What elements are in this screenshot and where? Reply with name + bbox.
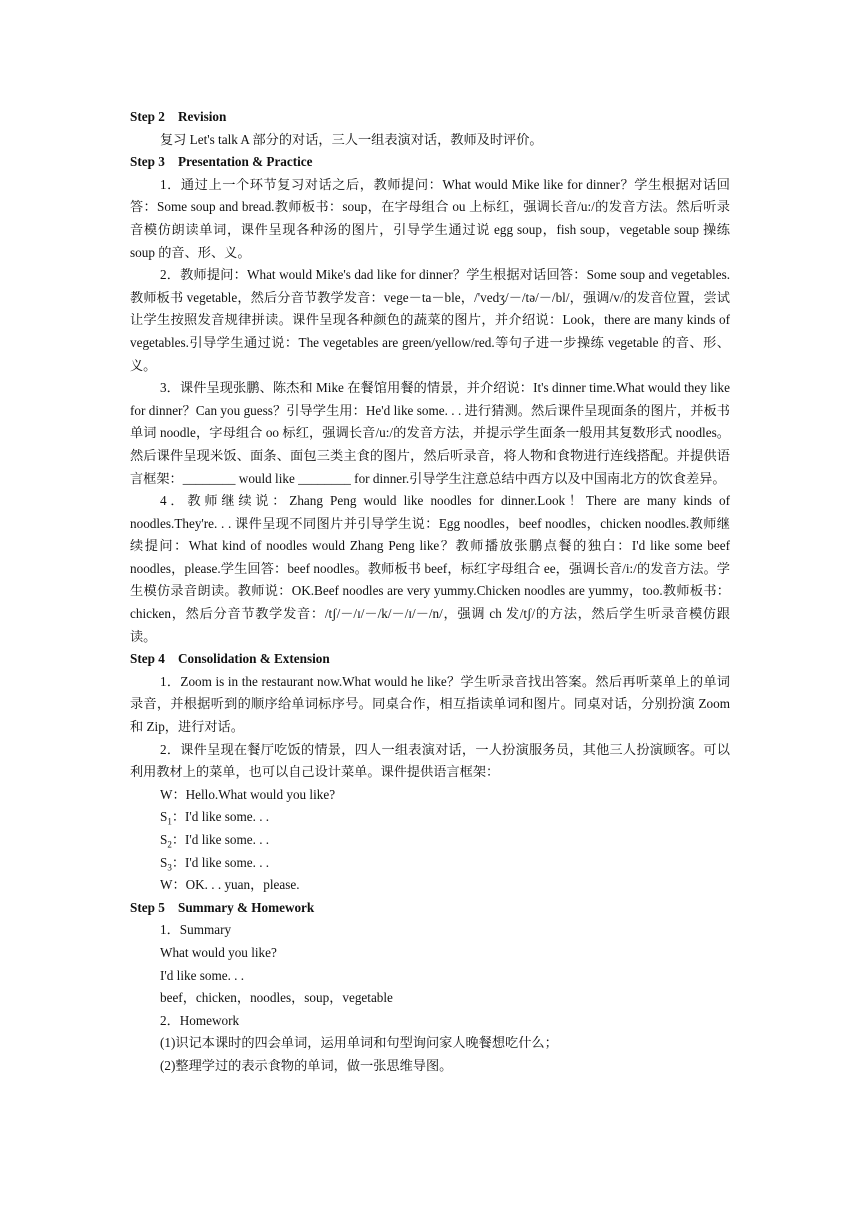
dialogue-line-s1: $S_1$：I'd like some. . . xyxy=(160,809,270,828)
summary-words: beef，chicken，noodles，soup，vegetable xyxy=(160,990,393,1006)
homework-label: 2．Homework xyxy=(160,1012,240,1028)
dialogue-line-w2: W：OK. . . yuan，please. xyxy=(160,877,300,893)
step3-paragraph-3: 3．课件呈现张鹏、陈杰和 Mike 在餐馆用餐的情景，并介绍说：It's dinner time.What would they like for dinner？Can you guess？引导学生用：He'd like some. . . 进行猜测。然后课件呈现面条的图片，并板书单词 noodle，字母组合 oo 标红，强调长音/u:/的发音方法，并提示学生面条一般用其复数形式 noodles。然后课件呈现米饭、面条、面包三类主食的图片，然后听录音，将人物和食物进行连线搭配。并提供语言框架：________ would like ________ for dinner.引导学生注意总结中西方以及中国南北方的饮食差异。 xyxy=(130,380,730,486)
step4-paragraph-2: 2．课件呈现在餐厅吃饭的情景，四人一组表演对话，一人扮演服务员，其他三人扮演顾客。可以利用教材上的菜单，也可以自己设计菜单。课件提供语言框架： xyxy=(130,741,730,780)
document-page xyxy=(130,106,730,1078)
summary-label: 1．Summary xyxy=(160,922,232,938)
step4-paragraph-1: 1．Zoom is in the restaurant now.What would he like？学生听录音找出答案。然后再听菜单上的单词录音，并根据听到的顺序给单词标序号。同桌合作，相互指读单词和图片。同桌对话，分别扮演 Zoom 和 Zip，进行对话。 xyxy=(130,673,730,735)
step3-paragraph-2: 2．教师提问：What would Mike's dad like for dinner？学生根据对话回答：Some soup and vegetables.教师板书 vegetable，然后分音节教学发音：vege－ta－ble，/'vedʒ/－/tə/－/bl/，强调/v/的发音位置，尝试让学生按照发音规律拼读。课件呈现各种颜色的蔬菜的图片，并介绍说：Look，there are many kinds of vegetables.引导学生通过说：The vegetables are green/yellow/red.等句子进一步操练 vegetable 的音、形、义。 xyxy=(130,267,730,373)
step2-paragraph: 复习 Let's talk A 部分的对话，三人一组表演对话，教师及时评价。 xyxy=(160,131,543,147)
summary-line-1: What would you like? xyxy=(160,944,277,960)
homework-item-1: (1)识记本课时的四会单词，运用单词和句型询问家人晚餐想吃什么； xyxy=(160,1035,558,1051)
step4-heading: Step 4 Consolidation & Extension xyxy=(130,651,330,667)
homework-item-2: (2)整理学过的表示食物的单词，做一张思维导图。 xyxy=(160,1057,453,1073)
dialogue-line-s3: $S_3$：I'd like some. . . xyxy=(160,854,270,873)
step5-heading: Step 5 Summary & Homework xyxy=(130,899,315,915)
step3-paragraph-1: 1．通过上一个环节复习对话之后，教师提问：What would Mike like for dinner？学生根据对话回答：Some soup and bread.教师板书：soup，在字母组合 ou 上标红，强调长音/u:/的发音方法。然后听录音模仿朗读单词，课件呈现各种汤的图片，引导学生通过说 egg soup，fish soup，vegetable soup 操练 soup 的音、形、义。 xyxy=(130,176,730,260)
dialogue-line-s2: $S_2$：I'd like some. . . xyxy=(160,832,270,850)
dialogue-line-w1: W：Hello.What would you like? xyxy=(160,786,336,802)
step3-heading: Step 3 Presentation & Practice xyxy=(130,154,313,170)
summary-line-2: I'd like some. . . xyxy=(160,967,245,983)
step3-paragraph-4: 4．教师继续说：Zhang Peng would like noodles for dinner.Look！There are many kinds of noodles.They're. . . 课件呈现不同图片并引导学生说：Egg noodles，beef noodles，chicken noodles.教师继续提问：What kind of noodles would Zhang Peng like？教师播放张鹏点餐的独白：I'd like some beef noodles，please.学生回答：beef noodles。教师板书 beef，标红字母组合 ee，强调长音/i:/的发音方法。学生模仿录音朗读。教师说：OK.Beef noodles are very yummy.Chicken noodles are yummy，too.教师板书：chicken，然后分音节教学发音：/tʃ/－/ɪ/－/k/－/ɪ/－/n/，强调 ch 发/tʃ/的方法，然后学生听录音模仿跟读。 xyxy=(130,493,730,644)
step2-heading: Step 2 Revision xyxy=(130,109,227,124)
